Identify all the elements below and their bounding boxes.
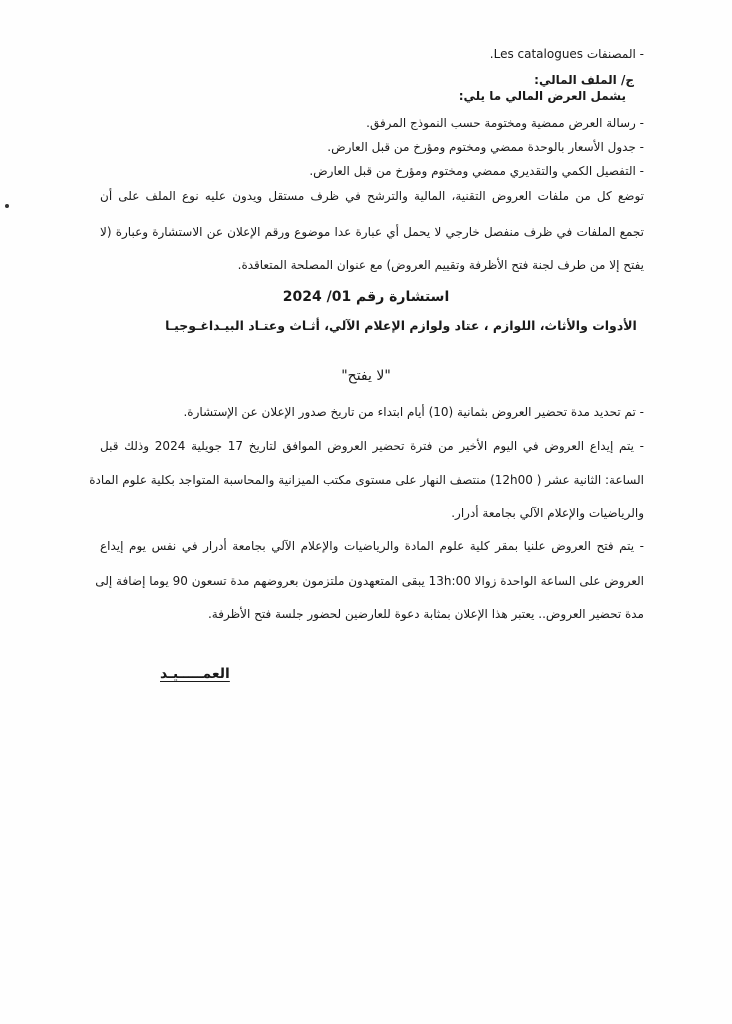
para4-line: العروض على الساعة الواحدة زوالا 13h:00 يبقى المتعهدون ملتزمون بعروضهم مدة تسعون 90 يوما إضافة إلى: [95, 574, 644, 588]
fin-item: - التفصيل الكمي والتقديري ممضي ومختوم ومؤرخ من قبل العارض.: [309, 164, 644, 178]
scan-speck: [5, 204, 9, 208]
dean-signature: العمـــــيـد: [160, 666, 230, 682]
fin-item: - جدول الأسعار بالوحدة ممضي ومختوم ومؤرخ من قبل العارض.: [327, 140, 644, 154]
para4-line: - يتم فتح العروض علنيا بمقر كلية علوم المادة والرياضيات والإعلام الآلي بجامعة أدرار في نفس يوم إيداع: [100, 539, 644, 553]
catalogues-item: - المصنفات Les catalogues.: [489, 47, 644, 61]
para2: - تم تحديد مدة تحضير العروض بثمانية (10) أيام ابتداء من تاريخ صدور الإعلان عن الإستشارة.: [183, 405, 644, 419]
fin-item: - رسالة العرض ممضية ومختومة حسب النموذج المرفق.: [366, 116, 644, 130]
para1-line: توضع كل من ملفات العروض التقنية، المالية والترشح في ظرف مستقل ويدون عليه نوع الملف على أن: [100, 189, 644, 203]
consultation-subject: الأدوات والأثاث، اللوازم ، عتاد ولوازم الإعلام الآلي، أثـاث وعتـاد البيـداغـوجيـا: [165, 318, 637, 333]
para3-line: - يتم إيداع العروض في اليوم الأخير من فترة تحضير العروض الموافق لتاريخ 17 جويلية 2024 وذلك قبل: [100, 439, 644, 453]
consultation-title: استشارة رقم 01/ 2024: [282, 289, 450, 305]
para4-line: مدة تحضير العروض.. يعتبر هذا الإعلان بمثابة دعوة للعارضين لحضور جلسة فتح الأظرفة.: [207, 607, 644, 621]
para3-line: الساعة: الثانية عشر ( 12h00) منتصف النهار على مستوى مكتب الميزانية والمحاسبة المتواجد بكلية علوم المادة: [89, 473, 644, 487]
section-c-heading: ج/ الملف المالي:: [534, 73, 634, 87]
financial-intro: يشمل العرض المالي ما يلي:: [458, 89, 626, 103]
para1-line: يفتح إلا من طرف لجنة فتح الأظرفة وتقييم العروض) مع عنوان المصلحة المتعاقدة.: [237, 258, 644, 272]
para3-line: والرياضيات والإعلام الآلي بجامعة أدرار.: [451, 506, 644, 520]
para1-line: تجمع الملفات في ظرف منفصل خارجي لا يحمل أي عبارة عدا موضوع ورقم الإعلان عن الاستشارة وعبارة (لا: [100, 225, 644, 239]
do-not-open-label: "لا يفتح": [341, 368, 391, 384]
